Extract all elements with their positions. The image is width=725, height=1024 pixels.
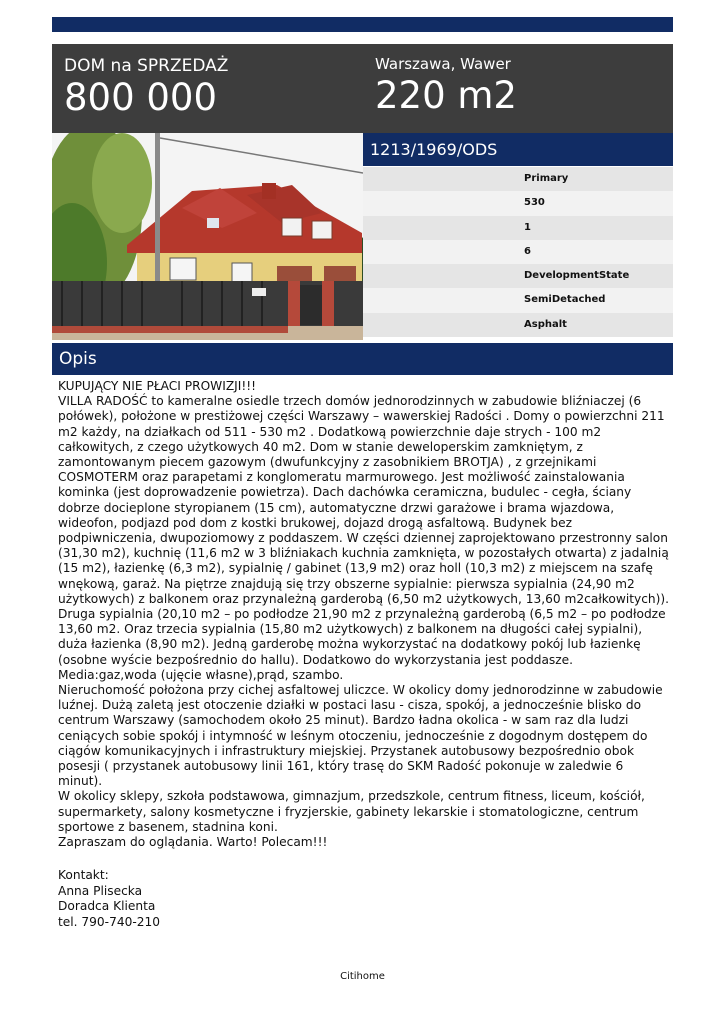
description-paragraph: Zapraszam do oglądania. Warto! Polecam!!!: [58, 835, 328, 850]
attribute-row: Primary: [363, 167, 673, 191]
listing-header: [52, 44, 673, 133]
attribute-row: 530: [363, 191, 673, 215]
location-block: [375, 54, 517, 118]
contact-name: Anna Plisecka: [58, 883, 143, 898]
attribute-row: Asphalt: [363, 313, 673, 337]
contact-phone: tel. 790-740-210: [58, 914, 160, 929]
description-paragraph: KUPUJĄCY NIE PŁACI PROWIZJI!!!: [58, 379, 257, 393]
price-block: [64, 56, 228, 120]
attribute-row: DevelopmentState: [363, 264, 673, 288]
attribute-row: 1: [363, 216, 673, 240]
description-paragraph: Media:gaz,woda (ujęcie własne),prąd, szambo.: [58, 667, 344, 682]
price: 800 000: [64, 76, 218, 119]
description-paragraph: W okolicy sklepy, szkoła podstawowa, gimnazjum, przedszkole, centrum fitness, liceum, kościół, supermarkety, salony kosmetyczne i fryzjerskie, gabinety lekarskie i stomatologiczne, centrum sportowe z basenem, stadnina koni.: [58, 789, 645, 834]
description-section-bar: [52, 343, 673, 375]
top-accent-bar: [52, 17, 673, 32]
description-paragraph: VILLA RADOŚĆ to kameralne osiedle trzech domów jednorodzinnych w zabudowie bliźniaczej (6 połówek), położone w prestiżowej części Warszawy – wawerskiej Radości . Domy o powierzchni 211 m2 każdy, na działkach od 511 - 530 m2 . Dodatkową powierzchnie daje strych - 100 m2 całkowitych, z czego użytkowych 40 m2. Dom w stanie deweloperskim zamkniętym, z zamontowanym piecem gazowym (dwufunkcyjny z zasobnikiem BROTJA) , z grzejnikami COSMOTERM oraz parapetami z konglomeratu marmurowego. Jest możliwość zainstalowania kominka (jest doprowadzenie powietrza). Dach dachówka ceramiczna, budulec - cegła, ściany dobrze docieplone styropianem (15 cm), automatyczne drzwi garażowe i brama wjazdowa, wideofon, podjazd pod dom z kostki brukowej, dojazd drogą asfaltową. Budynek bez podpiwniczenia, dwupoziomowy z poddaszem. W części dziennej zaprojektowano przestronny salon (31,30 m2), kuchnię (11,6 m2 w 3 bliźniakach kuchnia zamknięta, w pozostałych otwarta) z jadalnią (15 m2), łazienkę (6,3 m2), sypialnię / gabinet (13,9 m2) oraz holl (10,3 m2) z miejscem na szafę wnękową, garaż. Na piętrze znajdują się trzy obszerne sypialnie: pierwsza sypialnia (24,90 m2 użytkowych) z balkonem oraz przynależną garderobą (6,50 m2 użytkowych, 13,60 m2całkowitych)). Druga sypialnia (20,10 m2 – po podłodze 21,90 m2 z przynależną garderobą (6,5 m2 – po podłodze 13,60 m2. Oraz trzecia sypialnia (15,80 m2 użytkowych) z balkonem na długości całej sypialni), duża łazienka (8,90 m2). Jedną garderobę można wykorzystać na dodatkowy pokój lub łazienkę (osobne wyście bezpośrednio do hallu). Dodatkowo do wykorzystania jest poddasze.: [58, 394, 670, 667]
attribute-row: SemiDetached: [363, 288, 673, 312]
contact-heading: Kontakt:: [58, 868, 109, 882]
listing-id-bar: [363, 133, 673, 166]
listing-id: 1213/1969/ODS: [370, 140, 498, 159]
description-paragraph: Nieruchomość położona przy cichej asfaltowej uliczce. W okolicy domy jednorodzinne w zabudowie luźnej. Dużą zaletą jest otoczenie działki w postaci lasu - cisza, spokój, a jednocześnie blisko do centrum Warszawy (samochodem około 25 minut). Bardzo ładna okolica - w sam raz dla ludzi ceniących sobie spokój i intymność w leśnym otoczeniu, jednocześnie z dogodnym dostępem do ciągów komunikacyjnych i infrastruktury miejskiej. Przystanek autobusowy bezpośrednio obok posesji ( przystanek autobusowy linii 161, który trasę do SKM Radość pokonuje w zaledwie 6 minut).: [58, 683, 663, 789]
footer-brand: Citihome: [340, 971, 385, 982]
attribute-row: 6: [363, 240, 673, 264]
contact-role: Doradca Klienta: [58, 899, 156, 914]
location: Warszawa, Wawer: [375, 55, 511, 73]
offer-type: DOM na SPRZEDAŻ: [64, 56, 229, 76]
description: [58, 379, 670, 850]
contact-block: [58, 868, 160, 930]
section-title: Opis: [59, 349, 97, 369]
property-photo: [52, 133, 363, 340]
attribute-list: [363, 167, 673, 337]
area: 220 m2: [375, 74, 517, 117]
